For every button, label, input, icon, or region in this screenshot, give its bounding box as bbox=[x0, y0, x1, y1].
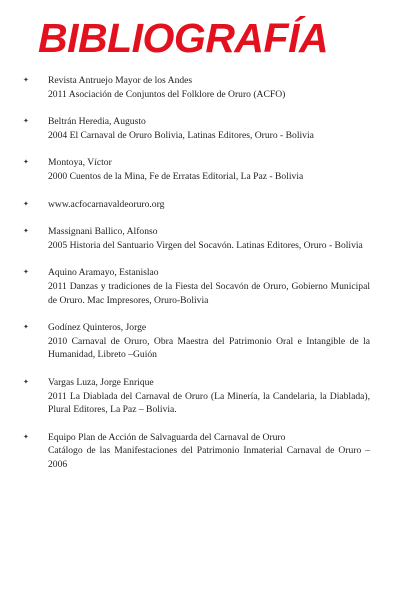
entry-author: Godínez Quinteros, Jorge bbox=[48, 322, 147, 334]
bibliography-entry bbox=[0, 321, 400, 362]
bibliography-list bbox=[0, 74, 400, 485]
star-bullet-icon: ✦ bbox=[23, 323, 29, 332]
entry-author: Aquino Aramayo, Estanislao bbox=[48, 267, 159, 279]
entry-source: Revista Antruejo Mayor de los Andes bbox=[48, 75, 193, 86]
entry-author: Montoya, Víctor bbox=[48, 157, 112, 169]
entry-author: Vargas Luza, Jorge Enrique bbox=[48, 376, 154, 388]
entry-publication: 2004 El Carnaval de Oruro Bolivia, Latinas Editores, Oruro - Bolivia bbox=[48, 129, 314, 141]
bibliography-entry bbox=[0, 198, 400, 212]
entry-author: Beltrán Heredia, Augusto bbox=[48, 116, 146, 128]
bibliography-entry bbox=[0, 376, 400, 417]
entry-publication: 2011 Asociación de Conjuntos del Folklore de Oruro (ACFO) bbox=[48, 88, 286, 100]
entry-author: Equipo Plan de Acción de Salvaguarda del Carnaval de Oruro bbox=[48, 431, 286, 443]
star-bullet-icon: ✦ bbox=[23, 432, 29, 441]
star-bullet-icon: ✦ bbox=[23, 199, 29, 208]
entry-author: Massignani Ballico, Alfonso bbox=[48, 226, 158, 238]
star-bullet-icon: ✦ bbox=[23, 117, 29, 126]
star-bullet-icon: ✦ bbox=[23, 158, 29, 167]
entry-publication: 2011 Danzas y tradiciones de la Fiesta del Socavón de Oruro, Gobierno Municipal de Oruro. Mac Impresores, Oruro-Bolivia bbox=[48, 280, 370, 306]
bibliography-entry bbox=[0, 431, 400, 472]
entry-publication: Catálogo de las Manifestaciones del Patrimonio Inmaterial Carnaval de Oruro – 2006 bbox=[48, 445, 370, 470]
star-bullet-icon: ✦ bbox=[23, 268, 29, 277]
entry-publication: 2010 Carnaval de Oruro, Obra Maestra del Patrimonio Oral e Intangible de la Humanidad, Libreto –Guión bbox=[48, 335, 370, 361]
bibliography-entry bbox=[0, 115, 400, 142]
entry-website: www.acfocarnavaldeoruro.org bbox=[48, 198, 165, 210]
entry-publication: 2011 La Diablada del Carnaval de Oruro (La Minería, la Candelaria, la Diablada), Plural Editores, La Paz – Bolivia. bbox=[48, 390, 370, 416]
bibliography-entry bbox=[0, 225, 400, 252]
star-bullet-icon: ✦ bbox=[23, 377, 29, 386]
star-bullet-icon: ✦ bbox=[23, 227, 29, 236]
bibliography-entry bbox=[0, 266, 400, 307]
entry-publication: 2000 Cuentos de la Mina, Fe de Erratas Editorial, La Paz - Bolivia bbox=[48, 170, 304, 182]
star-bullet-icon: ✦ bbox=[23, 76, 29, 84]
page-title: BIBLIOGRAFÍA bbox=[38, 15, 329, 61]
entry-publication: 2005 Historia del Santuario Virgen del Socavón. Latinas Editores, Oruro - Bolivia bbox=[48, 239, 363, 251]
bibliography-entry bbox=[0, 74, 400, 101]
bibliography-entry bbox=[0, 156, 400, 183]
